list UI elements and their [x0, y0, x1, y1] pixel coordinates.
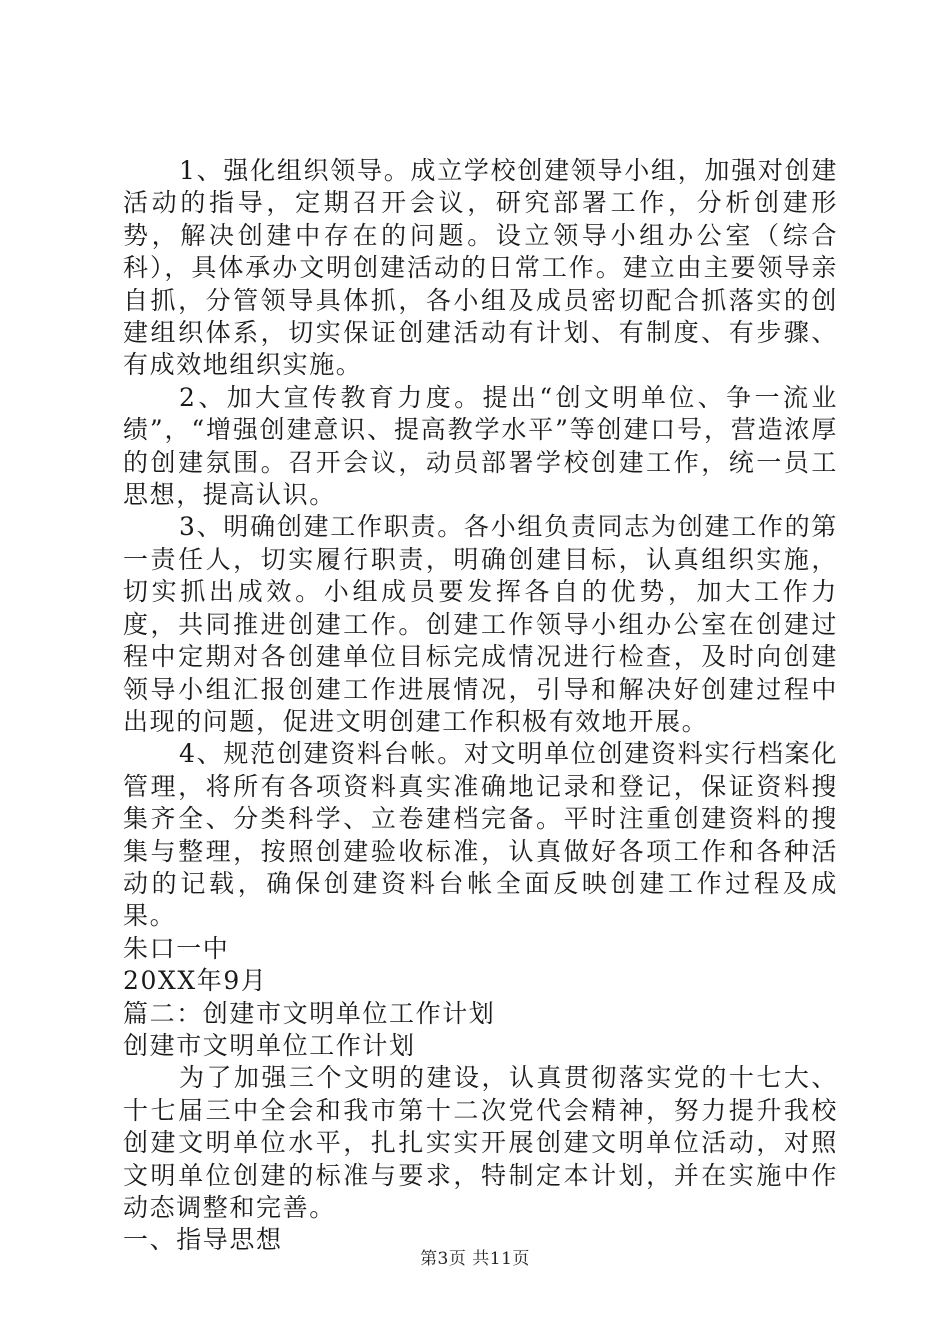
- page-number-footer: 第3页 共11页: [420, 1249, 530, 1269]
- signature-organization: 朱口一中: [123, 933, 230, 963]
- paragraph-strengthen-leadership: 1、强化组织领导。成立学校创建领导小组，加强对创建活动的指导，定期召开会议，研究部署工作，分析创建形势，解决创建中存在的问题。设立领导小组办公室（综合科），具体承办文明创建活动的日常工作。建立由主要领导亲自抓，分管领导具体抓，各小组及成员密切配合抓落实的创建组织体系，切实保证创建活动有计划、有制度、有步骤、有成效地组织实施。: [123, 156, 838, 380]
- section-heading: 篇二：创建市文明单位工作计划: [123, 998, 496, 1028]
- document-body: [123, 155, 838, 1257]
- paragraph-clarify-duties: 3、明确创建工作职责。各小组负责同志为创建工作的第一责任人，切实履行职责，明确创建目标，认真组织实施，切实抓出成效。小组成员要发挥各自的优势，加大工作力度，共同推进创建工作。创建工作领导小组办公室在创建过程中定期对各创建单位目标完成情况进行检查，及时向创建领导小组汇报创建工作进展情况，引导和解决好创建过程中出现的问题，促进文明创建工作积极有效地开展。: [123, 512, 838, 736]
- section-title: 创建市文明单位工作计划: [123, 1030, 416, 1060]
- paragraph-publicity-education: 2、加大宣传教育力度。提出“创文明单位、争一流业绩”，“增强创建意识、提高教学水平”等创建口号，营造浓厚的创建氛围。召开会议，动员部署学校创建工作，统一员工思想，提高认识。: [123, 382, 838, 510]
- intro-paragraph: 为了加强三个文明的建设，认真贯彻落实党的十七大、十七届三中全会和我市第十二次党代会精神，努力提升我校创建文明单位水平，扎扎实实开展创建文明单位活动，对照文明单位创建的标准与要求，特制定本计划，并在实施中作动态调整和完善。: [123, 1063, 838, 1222]
- subheading-guiding-ideology: 一、指导思想: [123, 1225, 283, 1255]
- signature-date: 20XX年9月: [123, 966, 268, 996]
- paragraph-standardize-records: 4、规范创建资料台帐。对文明单位创建资料实行档案化管理，将所有各项资料真实准确地记录和登记，保证资料搜集齐全、分类科学、立卷建档完备。平时注重创建资料的搜集与整理，按照创建验收标准，认真做好各项工作和各种活动的记载，确保创建资料台帐全面反映创建工作过程及成果。: [123, 739, 838, 931]
